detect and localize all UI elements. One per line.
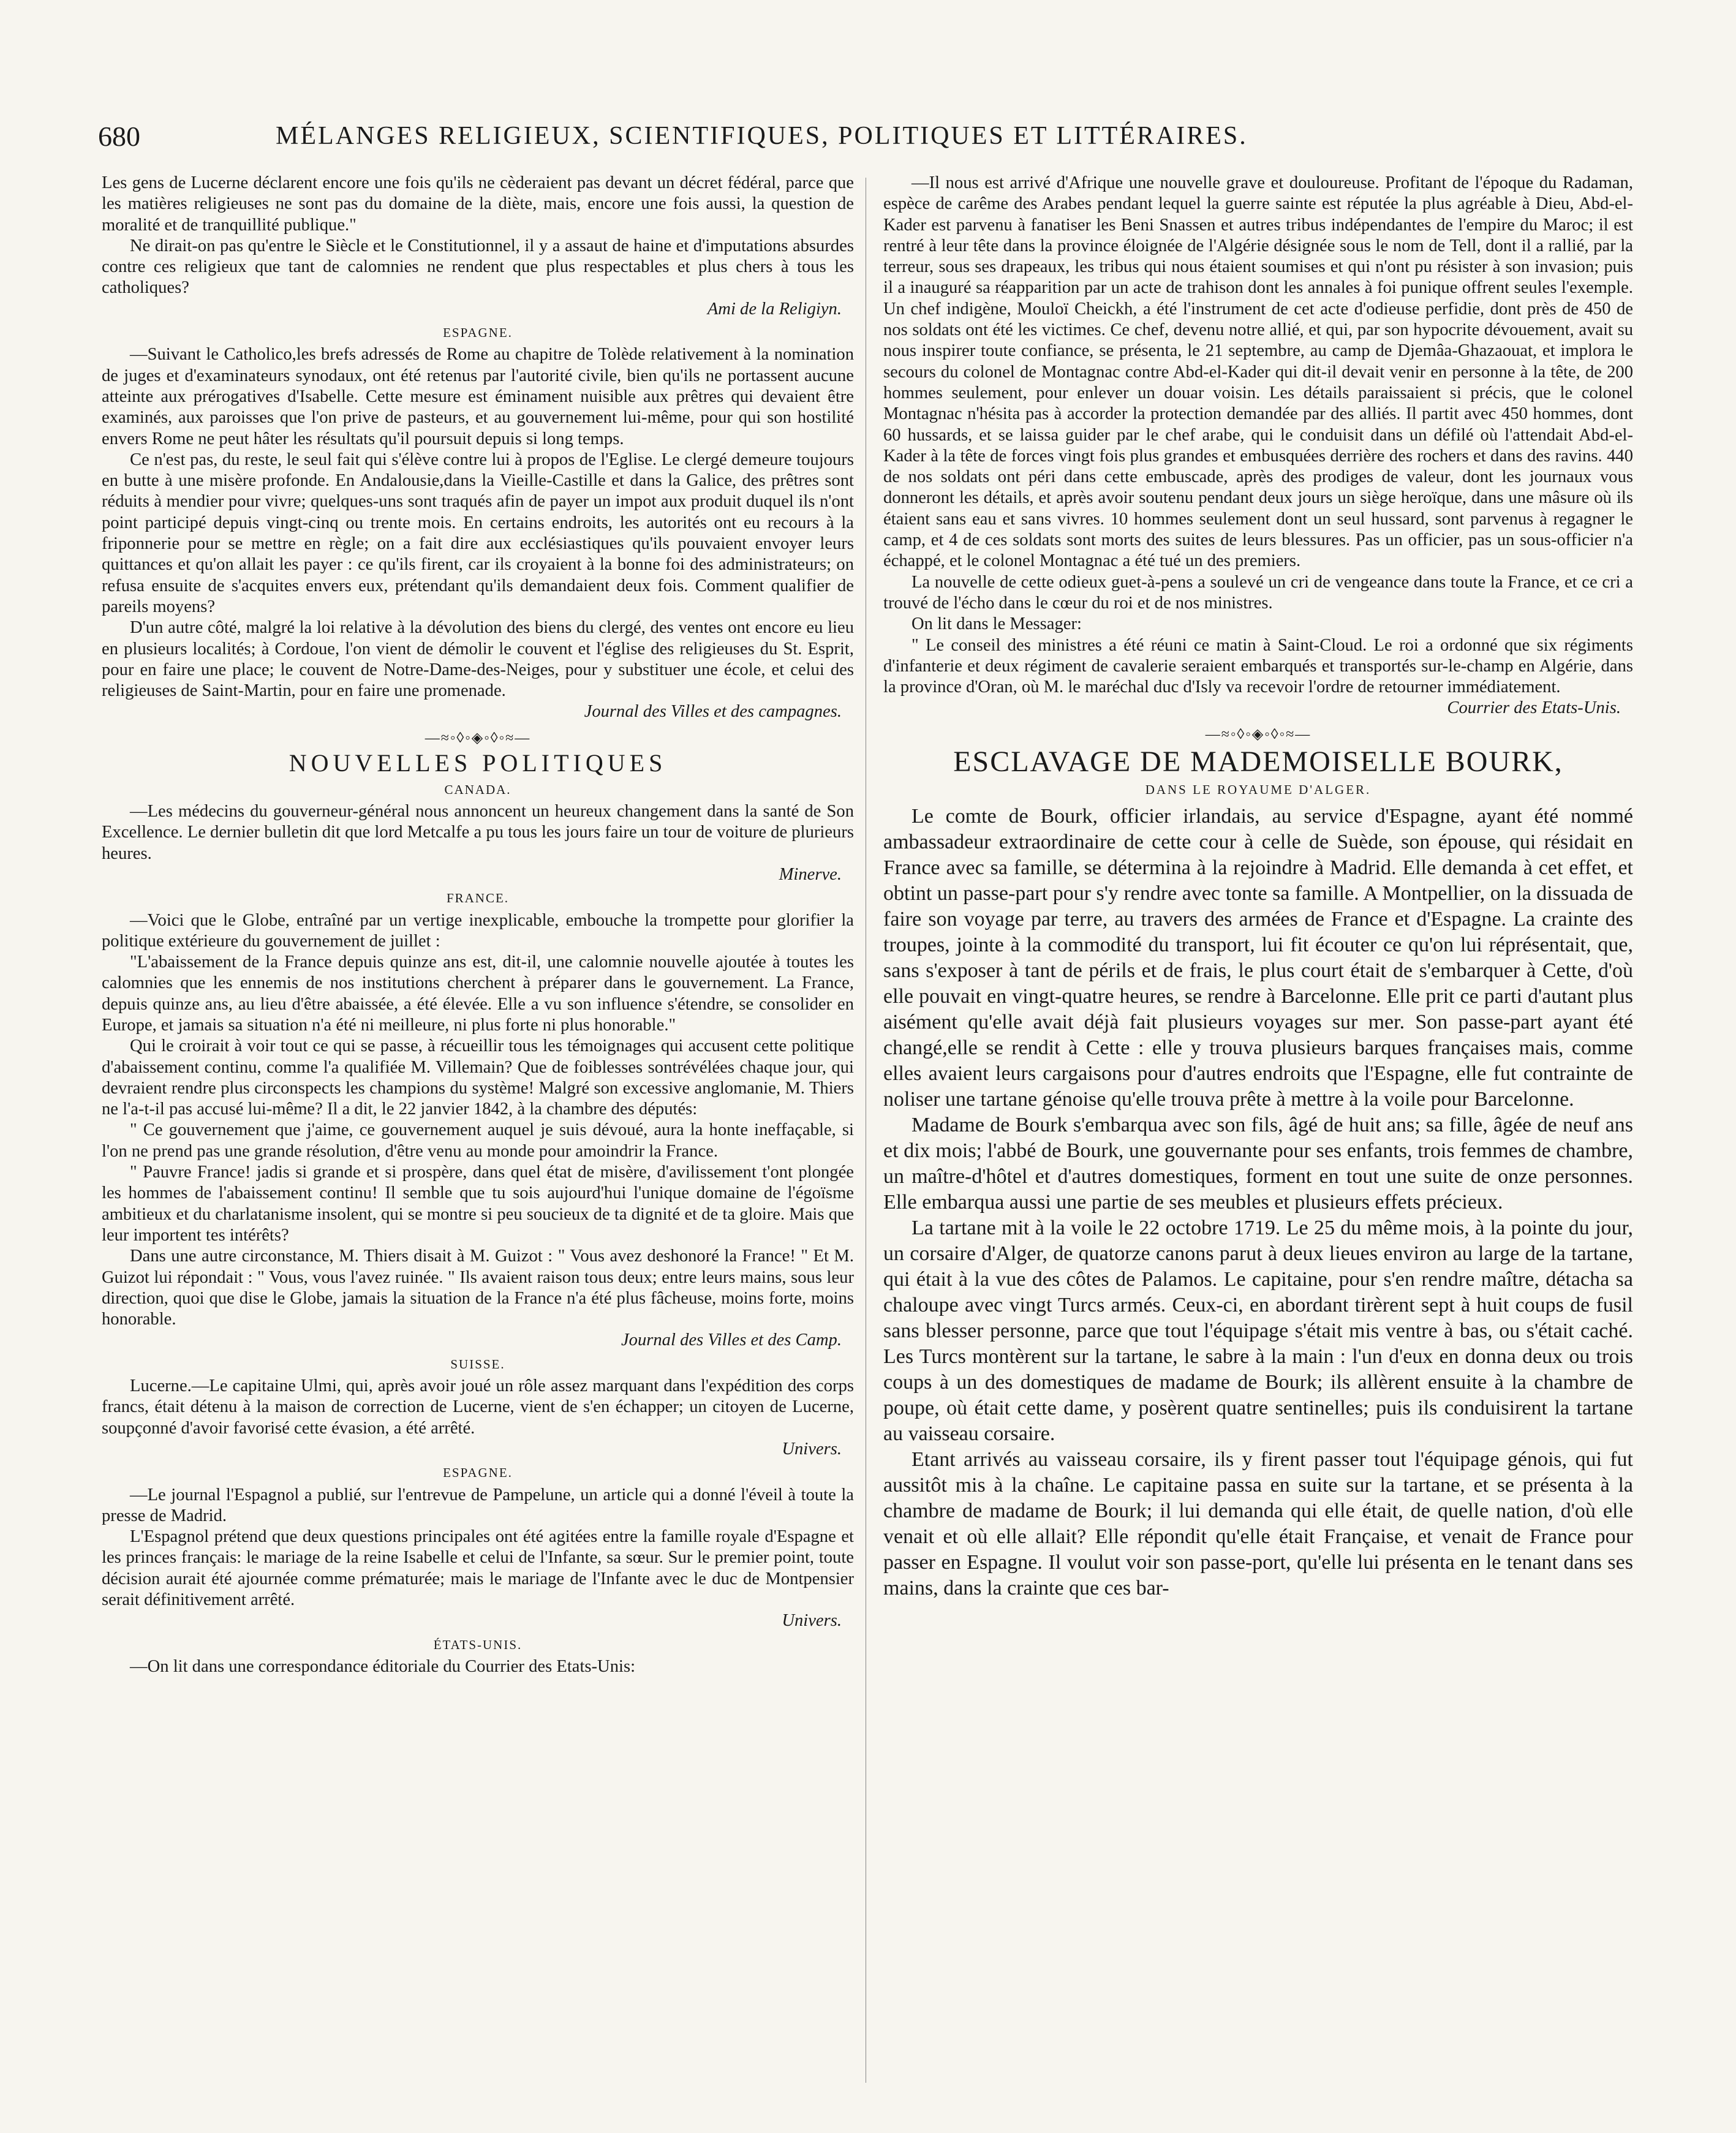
article-paragraph: —Les médecins du gouverneur-général nous annoncent un heureux changement dans la santé de Son Excellence. Le dernier bulletin dit que lord Metcalfe a pu tous les jours faire un tour de voiture de plurieurs heures.: [102, 802, 854, 863]
article-paragraph: Les gens de Lucerne déclarent encore une fois qu'ils ne cèderaient pas devant un décret fédéral, parce que les matières religieuses ne sont pas du domaine de la diète, mais, encore une fois aussi, la question de moralité et de tranquillité publique.": [102, 173, 854, 235]
country-heading: SUISSE.: [450, 1356, 505, 1372]
page-number: 680: [98, 121, 140, 152]
story-body: [883, 804, 1633, 1601]
article-paragraph: " Ce gouvernement que j'aime, ce gouvernement auquel je suis dévoué, aura la honte ineffaçable, si l'on ne prend pas une grande résolution, d'être venu au monde pour amoindrir la France.: [102, 1120, 854, 1161]
article-paragraph: " Pauvre France! jadis si grande et si prospère, dans quel état de misère, d'avilissement t'ont plongée les hommes de l'abaissement continu! Il semble que tu sois aujourd'hui l'unique domaine de l'égoïsme ambitieux et du charlatanisme insolent, qui se montre si peu soucieux de ta dignité et de ta gloire. Mais que leur importent tes intérêts?: [102, 1163, 854, 1245]
article-paragraph: Lucerne.—Le capitaine Ulmi, qui, après avoir joué un rôle assez marquant dans l'expédition des corps francs, était détenu à la maison de correction de Lucerne, vient de s'en échapper; un citoyen de Lucerne, soupçonné d'avoir favorisé cette évasion, a été arrêté.: [102, 1376, 854, 1438]
source-attribution: Univers.: [782, 1611, 842, 1631]
article-paragraph: —Suivant le Catholico,les brefs adressés de Rome au chapitre de Tolède relativement à la nomination de juges et d'examinateurs synodaux, ont été retenus par l'autorité civile, bien qu'ils ne portassent aucune atteinte aux prérogatives d'Isabelle. Cette mesure est éminament nuisible aux prêtres qui devaient être examinés, aux paroisses que l'on prive de pasteurs, et au gouvernement lui-même, pour qui son hostilité envers Rome ne peut hâter les résultats qu'il poursuit depuis si long temps.: [102, 345, 854, 448]
article-paragraph: Madame de Bourk s'embarqua avec son fils, âgé de huit ans; sa fille, âgée de neuf ans et dix mois; l'abbé de Bourk, une gouvernante pour ses enfants, trois femmes de chambre, un maître-d'hôtel et d'autres domestiques, forment en tout une suite de onze personnes. Elle embarqua aussi une partie de ses meubles et plusieurs effets précieux.: [883, 1114, 1633, 1214]
right-column: [883, 173, 1633, 2084]
article-paragraph: —Le journal l'Espagnol a publié, sur l'entrevue de Pampelune, un article qui a donné l'éveil à toute la presse de Madrid.: [102, 1485, 854, 1525]
page-header: [98, 120, 1666, 157]
article-paragraph: On lit dans le Messager:: [911, 614, 1082, 634]
ornament-divider: —≈◦◊◦◈◦◊◦≈—: [1205, 726, 1311, 742]
country-heading: ESPAGNE.: [443, 1465, 513, 1481]
article-paragraph: —Voici que le Globe, entraîné par un vertige inexplicable, embouche la trompette pour glorifier la politique extérieure du gouvernement de juillet :: [102, 910, 854, 951]
article-paragraph: " Le conseil des ministres a été réuni ce matin à Saint-Cloud. Le roi a ordonné que six régiments d'infanterie et deux régiment de cavalerie seraient embarqués et transportés sur-le-champ en Algérie, dans la province d'Oran, où M. le maréchal duc d'Isly va recevoir l'ordre de retourner immédiatement.: [883, 635, 1633, 697]
article-paragraph: —Il nous est arrivé d'Afrique une nouvelle grave et douloureuse. Profitant de l'époque du Radaman, espèce de carême des Arabes pendant lequel la guerre sainte est réputée la plus agréable à Dieu, Abd-el-Kader est parvenu à fanatiser les Beni Snassen et autres tribus indépendantes de l'empire du Maroc; il est rentré à leur tête dans la province éloignée de l'Algérie désignée sous le nom de Tell, dont il a rallié, par la terreur, sous ses drapeaux, les tribus qui nous étaient soumises et qui n'ont pu résister à son invasion; puis il a inauguré sa réapparition par un acte de trahison dont les annales à foi punique offrent seules l'exemple. Un chef indigène, Mouloï Cheickh, a été l'instrument de cet acte d'odieuse perfidie, dont près de 450 de nos soldats ont été les victimes. Ce chef, devenu notre allié, et qui, par son hypocrite dévouement, avait su nous inspirer toute confiance, se présenta, le 21 septembre, au camp de Djemâa-Ghazaouat, et implora le secours du colonel de Montagnac contre Abd-el-Kader qui dit-il devait venir en personne à la tête, de 200 hommes seulement, pour enlever un douar voisin. Les détails paraissaient si précis, que le colonel Montagnac n'hésita pas à accorder la protection demandée par des alliés. Il partit avec 450 hommes, dont 60 hussards, et se laissa guider par le chef arabe, qui le conduisit dans un défilé où l'attendait Abd-el-Kader à la tête de forces vingt fois plus grandes et embusquées derrière des rochers et dans des ravins. 440 de nos soldats ont péri dans cette embuscade, après des prodiges de valeur, dont les journaux vous donneront les détails, et après avoir soutenu pendant deux jours un siège heroïque, dans une mâsure où ils étaient sans eau et sans vivres. 10 hommes seulement dont un seul hussard, sont parvenus à regagner le camp, et 4 de ces soldats sont morts des suites de leurs blessures. Pas un officier, pas un sous-officier n'a échappé, et le colonel Montagnac a été tué un des premiers.: [883, 173, 1633, 571]
article-paragraph: La tartane mit à la voile le 22 octobre 1719. Le 25 du même mois, à la pointe du jour, un corsaire d'Alger, de quatorze canons parut à deux lieues environ au large de la tartane, qui était à la vue des côtes de Palamos. Le capitaine, pour s'en rendre maître, détacha sa chaloupe avec vingt Turcs armés. Ceux-ci, en abordant tirèrent sept à huit coups de fusil sans blesser personne, parce que tout l'équipage s'était mis ventre à bas, ou s'était caché. Les Turcs montèrent sur la tartane, le sabre à la main : l'un d'eux en donna deux ou trois coups à un des domestiques de madame de Bourk; ils allèrent ensuite à la chambre de poupe, où était cette dame, y posèrent quatre sentinelles; puis ils conduisirent la tartane au vaisseau corsaire.: [883, 1217, 1633, 1446]
ornament-divider: —≈◦◊◦◈◦◊◦≈—: [425, 730, 531, 746]
country-heading: ÉTATS-UNIS.: [433, 1637, 523, 1652]
running-title: MÉLANGES RELIGIEUX, SCIENTIFIQUES, POLITIQUES ET LITTÉRAIRES.: [276, 122, 1248, 150]
article-title: ESCLAVAGE DE MADEMOISELLE BOURK,: [953, 745, 1563, 778]
article-paragraph: —On lit dans une correspondance éditoriale du Courrier des Etats-Unis:: [130, 1656, 636, 1676]
source-attribution: Univers.: [782, 1439, 842, 1459]
source-attribution: Journal des Villes et des Camp.: [621, 1331, 842, 1350]
left-column: [102, 173, 854, 2084]
article-paragraph: Le comte de Bourk, officier irlandais, au service d'Espagne, ayant été nommé ambassadeur extraordinaire de cette cour à celle de Suède, son épouse, qui résidait en France avec sa famille, se détermina à la rejoindre à Madrid. Elle demanda à cet effet, et obtint un passe-part pour s'y rendre avec tonte sa famille. A Montpellier, on la dissuada de faire son voyage par terre, au travers des armées de France et d'Espagne. La crainte des troupes, jointe à la commodité du transport, lui fit écouter ce qu'on lui réprésentait, que, sans s'exposer à tant de périls et de frais, le plus court était de s'embarquer à Cette, d'où elle pouvait en vingt-quatre heures, se rendre à Barcelonne. Elle prit ce parti d'autant plus aisément qu'elle avait déjà fait plusieurs voyages sur mer. Son passe-part ayant été changé,elle se rendit à Cette : elle y trouva plusieurs barques françaises mais, comme elles avaient leurs cargaisons pour d'autres endroits que l'Espagne, elle fut contrainte de noliser une tartane génoise qu'elle trouva prête à mettre à la voile pour Barcelonne.: [883, 805, 1633, 1111]
article-paragraph: L'Espagnol prétend que deux questions principales ont été agitées entre la famille royale d'Espagne et les princes français: le mariage de la reine Isabelle et celui de l'Infante, sa sœur. Sur le premier point, toute décision aurait été ajournée comme prématurée; mais le mariage de l'Infante avec le duc de Montpensier serait définitivement arrêté.: [102, 1527, 854, 1609]
section-title: NOUVELLES POLITIQUES: [289, 749, 667, 777]
article-paragraph: La nouvelle de cette odieux guet-à-pens a soulevé un cri de vengeance dans toute la France, et ce cri a trouvé de l'écho dans le cœur du roi et de nos ministres.: [883, 572, 1633, 613]
country-heading: ESPAGNE.: [443, 325, 513, 341]
source-attribution: Courrier des Etats-Unis.: [1447, 698, 1621, 718]
article-paragraph: "L'abaissement de la France depuis quinze ans est, dit-il, une calomnie nouvelle ajoutée à toutes les calomnies que les ennemis de nos institutions cherchent à préparer dans le gouvernement. La France, depuis quinze ans, au lieu d'être abaissée, a été élevée. Elle a vu son influence s'étendre, se consolider en Europe, et jamais sa situation n'a été ni meilleure, ni plus forte ni plus honorable.": [102, 953, 854, 1035]
article-paragraph: Ne dirait-on pas qu'entre le Siècle et le Constitutionnel, il y a assaut de haine et d'imputations absurdes contre ces religieux que tant de calomnies ne rendent que plus respectables et plus chers à tous les catholiques?: [102, 236, 854, 298]
article-paragraph: Etant arrivés au vaisseau corsaire, ils y firent passer tout l'équipage génois, qui fut aussitôt mis à la chaîne. Le capitaine passa en suite sur la tartane, et se présenta à la chambre de madame de Bourk; il lui demanda qui elle était, de quelle nation, d'où elle venait et où elle allait? Elle répondit qu'elle était Française, et venait de France pour passer en Espagne. Il voulut voir son passe-port, qu'elle lui présenta en le tenant dans ses mains, dans la crainte que ces bar-: [883, 1448, 1633, 1600]
article-paragraph: Ce n'est pas, du reste, le seul fait qui s'élève contre lui à propos de l'Eglise. Le clergé demeure toujours en butte à une misère profonde. En Andalousie,dans la Vieille-Castille et dans la Galice, des prêtres sont réduits à mendier pour vivre; quelques-uns sont traqués afin de payer un impot aux produit duquel ils n'ont point participé depuis vingt-cinq ou trente mois. En certains endroits, les autorités ont eu recours à la friponnerie pour se mettre en règle; on a fait dire aux ecclésiastiques qu'ils pouvaient envoyer leurs quittances et qu'on allait les payer : ce qu'ils firent, car ils croyaient à la bonne foi des administrateurs; on refusa ensuite de s'acquites envers eux, prétendant qu'ils demandaient deux fois. Comment qualifier de pareils moyens?: [102, 450, 854, 616]
source-attribution: Minerve.: [779, 864, 842, 884]
source-attribution: Ami de la Religiyn.: [707, 299, 842, 319]
article-subtitle: DANS LE ROYAUME D'ALGER.: [1145, 782, 1372, 797]
article-paragraph: Dans une autre circonstance, M. Thiers disait à M. Guizot : " Vous avez deshonoré la France! " Et M. Guizot lui répondait : " Vous, vous l'avez ruinée. " Ils avaient raison tous deux; entre leurs mains, sous leur direction, quoi que dise le Globe, jamais la situation de la France n'a été plus fâcheuse, moins forte, moins honorable.: [102, 1247, 854, 1329]
country-heading: CANADA.: [444, 782, 511, 797]
article-paragraph: Qui le croirait à voir tout ce qui se passe, à récueillir tous les témoignages qui accusent cette politique d'abaissement continu, comme l'a qualifiée M. Villemain? Que de foiblesses sontrévélées chaque jour, qui devraient rendre plus circonspects les champions du système! Malgré son excessive anglomanie, M. Thiers ne l'a-t-il pas accusé lui-même? Il a dit, le 22 janvier 1842, à la chambre des députés:: [102, 1036, 854, 1119]
article-paragraph: D'un autre côté, malgré la loi relative à la dévolution des biens du clergé, des ventes ont encore eu lieu en plusieurs localités; à Cordoue, l'on vient de démolir le couvent et l'église des religieuses du St. Esprit, pour en faire une place; le couvent de Notre-Dame-des-Neiges, pour y substituer une école, et celui des religieuses de Saint-Martin, pour en faire une promenade.: [102, 618, 854, 701]
source-attribution: Journal des Villes et des campagnes.: [584, 702, 842, 722]
country-heading: FRANCE.: [446, 891, 510, 906]
